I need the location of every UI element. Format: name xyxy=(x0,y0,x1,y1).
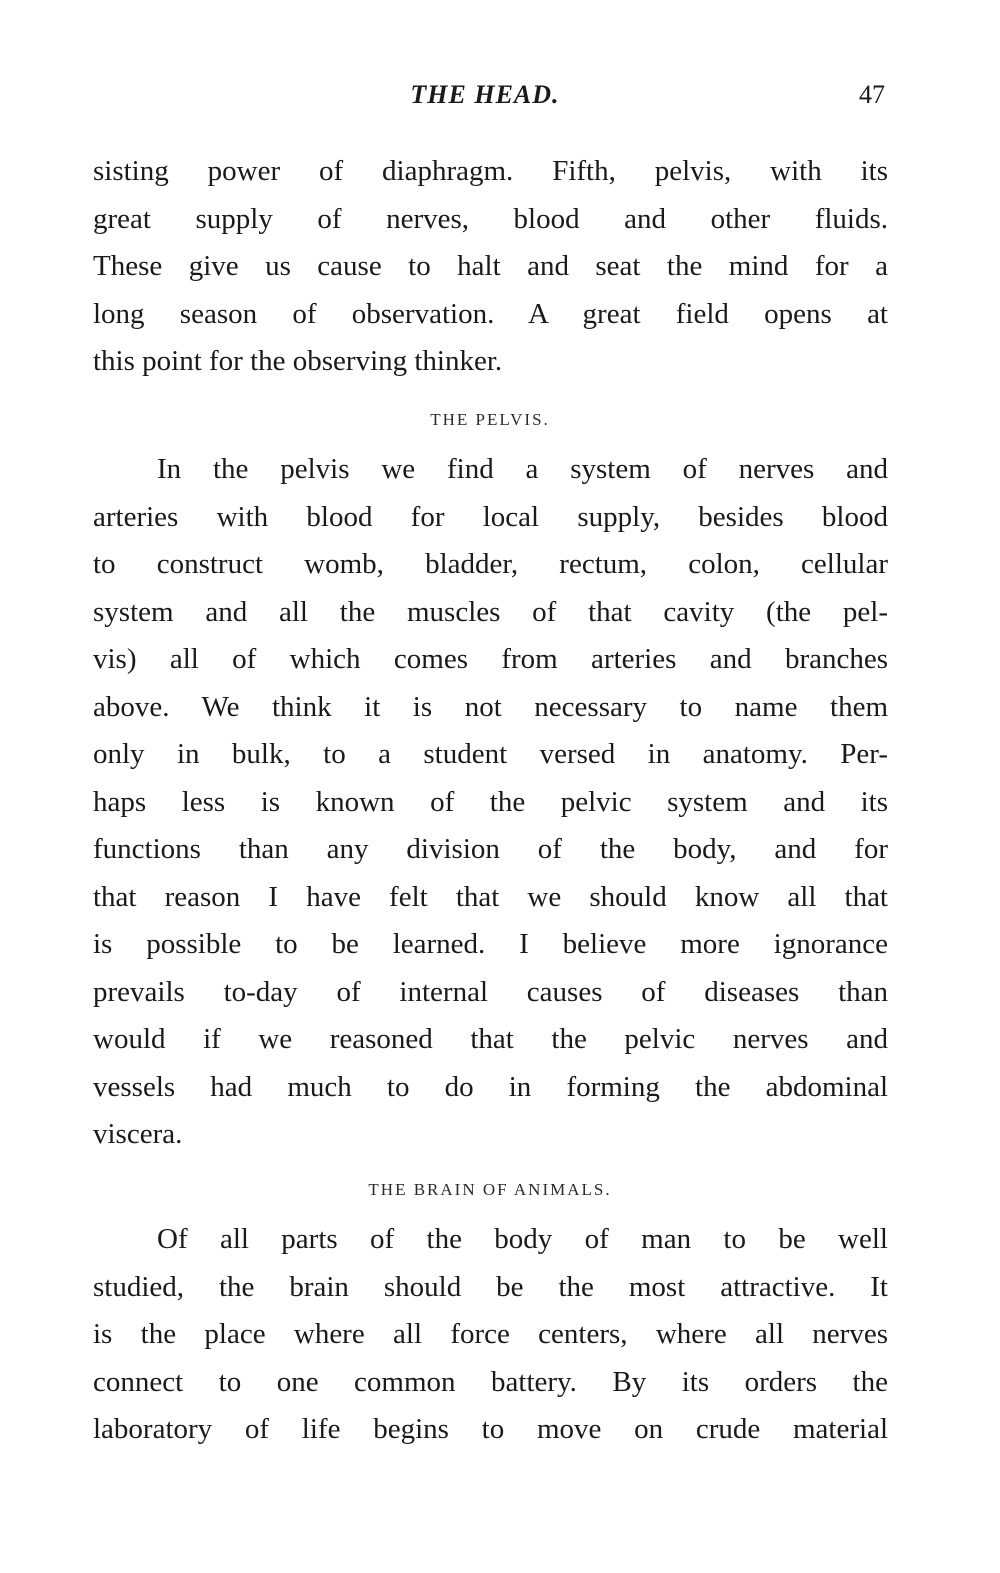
text-line: this point for the observing thinker. xyxy=(93,345,503,377)
section-heading-pelvis: THE PELVIS. xyxy=(430,410,550,429)
text-line: is possible to be learned. I believe more ignorance xyxy=(93,928,888,960)
text-line: is the place where all force centers, where all nerves xyxy=(93,1318,888,1350)
text-line: studied, the brain should be the most attractive. It xyxy=(93,1270,888,1303)
text-line: to construct womb, bladder, rectum, colon, cellular xyxy=(93,548,888,580)
text-line: Of all parts of the body of man to be well xyxy=(157,1223,888,1255)
text-line: sisting power of diaphragm. Fifth, pelvis, with its xyxy=(93,155,888,187)
text-line: viscera. xyxy=(93,1118,183,1150)
text-line: functions than any division of the body, and for xyxy=(93,833,888,865)
text-line: These give us cause to halt and seat the mind for a xyxy=(93,250,888,282)
text-line: vis) all of which comes from arteries and branches xyxy=(93,643,888,675)
text-line: prevails to-day of internal causes of diseases than xyxy=(93,975,888,1008)
section-heading-brain: THE BRAIN OF ANIMALS. xyxy=(368,1180,612,1199)
text-line: vessels had much to do in forming the abdominal xyxy=(93,1070,888,1103)
text-line: In the pelvis we find a system of nerves and xyxy=(157,453,888,485)
text-line: arteries with blood for local supply, besides blood xyxy=(93,500,888,533)
text-line: long season of observation. A great field opens at xyxy=(93,297,888,330)
running-title: THE HEAD. xyxy=(410,80,560,109)
text-line: only in bulk, to a student versed in anatomy. Per- xyxy=(93,738,888,770)
text-line: system and all the muscles of that cavity (the pel- xyxy=(93,595,888,628)
text-line: would if we reasoned that the pelvic nerves and xyxy=(93,1023,888,1055)
text-line: haps less is known of the pelvic system and its xyxy=(93,785,888,818)
text-line: great supply of nerves, blood and other fluids. xyxy=(93,202,888,235)
paragraph-brain xyxy=(93,1216,888,1454)
page-number: 47 xyxy=(859,80,885,109)
text-line: above. We think it is not necessary to name them xyxy=(93,690,888,723)
text-line: connect to one common battery. By its orders the xyxy=(93,1365,888,1398)
paragraph-pelvis xyxy=(93,446,888,1159)
text-line: laboratory of life begins to move on crude material xyxy=(93,1413,888,1445)
text-line: that reason I have felt that we should know all that xyxy=(93,880,888,913)
paragraph-continuation xyxy=(93,148,888,386)
running-head xyxy=(0,80,1000,120)
